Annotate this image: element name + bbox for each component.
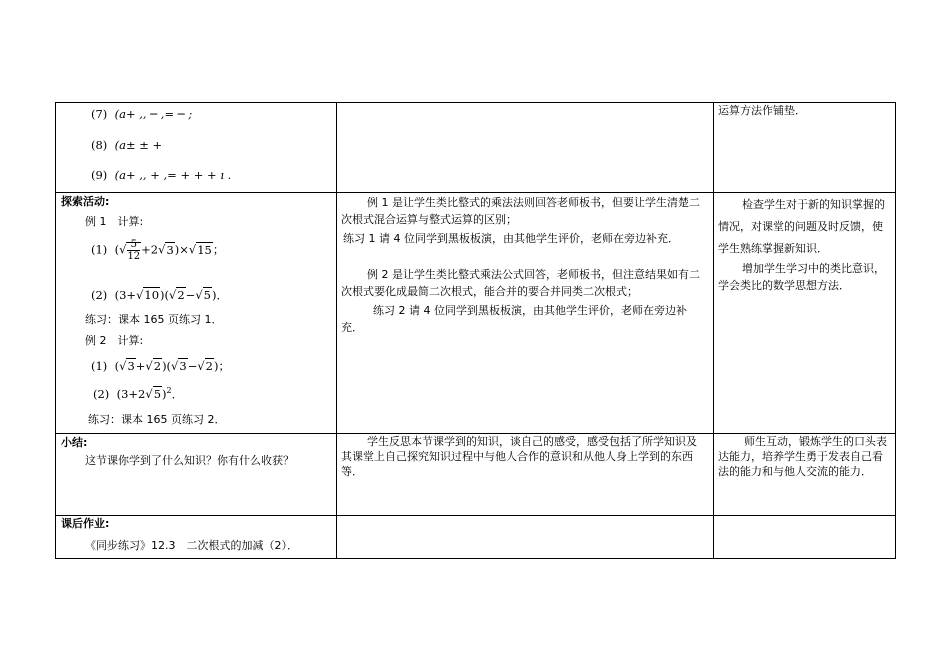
practice-text: 练习：课本 165 页练习 1． [85,313,223,326]
teaching-process-text: 例 2 是让学生类比整式乘法公式回答，老师板书，但注意结果如有二次根式要化成最简二次根式，能合并的要合并同类二次根式； [341,268,700,298]
table-border-bottom [55,558,896,559]
list-item: (7) (a+ ,, ─ ,= ─ ; [91,107,193,121]
section-heading: 课后作业: [61,517,110,530]
list-item: (9) (a+ ,, + ,= + + + ı . [91,168,232,182]
list-item: (8) (a± ± + [91,138,163,152]
lesson-plan-table [55,102,896,559]
design-intent-text: 师生互动，锻炼学生的口头表达能力，培养学生勇于发表自己看法的能力和与他人交流的能力． [718,435,887,478]
design-intent-text: 增加学生学习中的类比意识，学会类比的数学思想方法． [718,262,885,292]
teaching-process-text: 练习 2 请 4 位同学到黑板板演，由其他学生评价，老师在旁边补充． [341,304,687,334]
column-divider [713,102,714,559]
example-1-1: (1) (√ $\frac{5}{12}$ +2√3)×√15； [91,239,225,262]
table-border-left [55,102,56,559]
section-heading: 探索活动: [61,195,110,208]
example-title: 例 2 计算: [85,334,144,347]
teaching-process-text: 练习 1 请 4 位同学到黑板板演，由其他学生评价，老师在旁边补充． [343,232,679,245]
row-divider [55,192,896,193]
table-border-top [55,102,896,103]
summary-question: 这节课你学到了什么知识？你有什么收获？ [85,454,294,467]
section-heading: 小结: [61,436,88,449]
example-1-2: (2) (3+√10)(√2−√5)． [91,288,228,302]
homework-text: 《同步练习》12.3 二次根式的加减（2）． [85,539,298,552]
table-border-right [895,102,896,559]
column-divider [336,102,337,559]
teaching-process-text: 例 1 是让学生类比整式的乘法法则回答老师板书，但要让学生清楚二次根式混合运算与整式运算的区别； [341,196,700,226]
example-2-2: (2) $(3+2√5)^2$． [93,386,184,401]
example-2-1: (1) (√3+√2)(√3−√2)； [91,359,230,373]
practice-text: 练习：课本 165 页练习 2． [88,413,226,426]
teaching-process-text: 学生反思本节课学到的知识，谈自己的感受，感受包括了所学知识及其课堂上自己探究知识过程中与他人合作的意识和从他人身上学到的东西等． [341,435,697,478]
example-title: 例 1 计算: [85,215,144,228]
design-intent-text: 检查学生对于新的知识掌握的情况，对课堂的问题及时反馈，使学生熟练掌握新知识． [718,198,885,255]
row-divider [55,515,896,516]
design-intent-text: 运算方法作铺垫． [718,104,806,117]
